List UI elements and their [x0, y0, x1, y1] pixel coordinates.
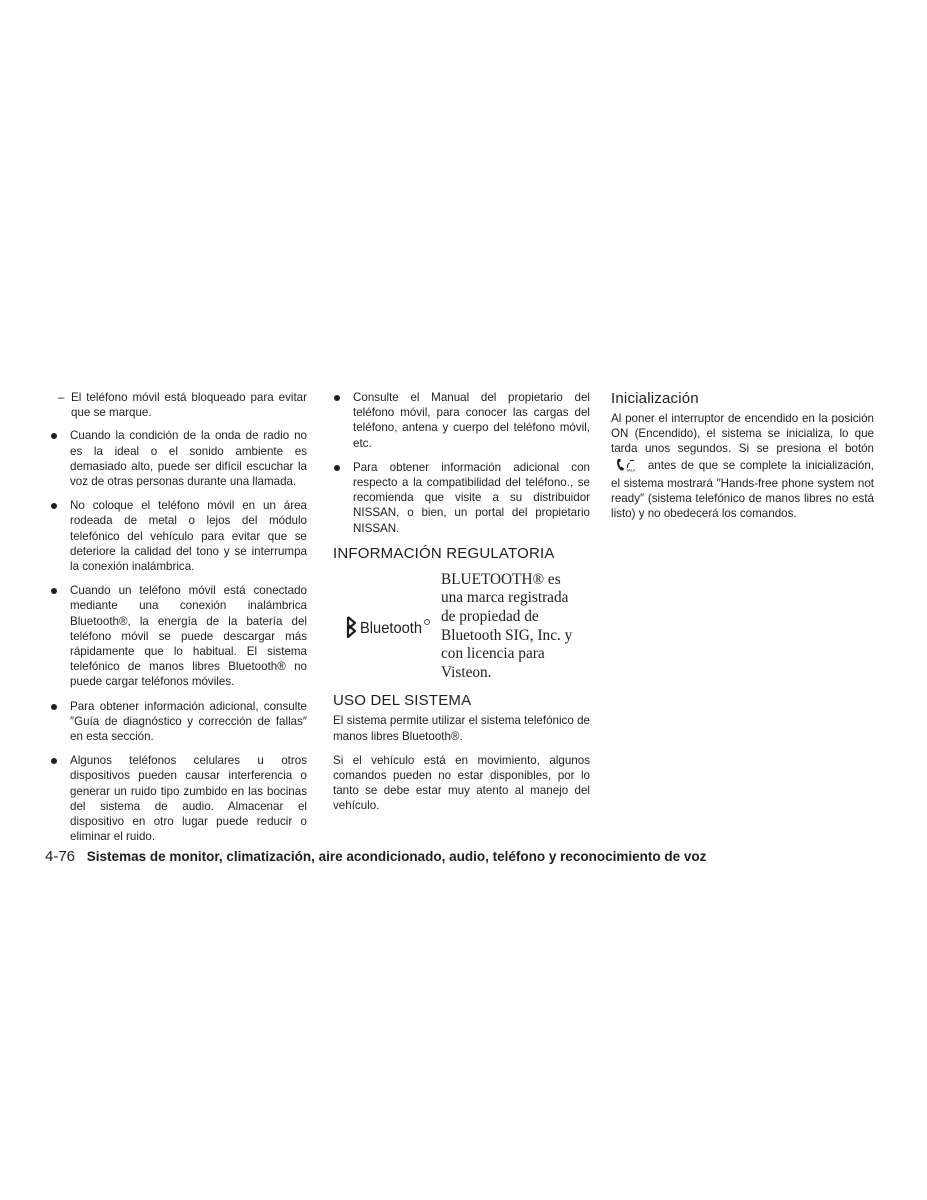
bullet-dot-icon [51, 758, 57, 764]
bluetooth-logo-text: Bluetooth [360, 619, 422, 637]
section-heading-regulatory: INFORMACIÓN REGULATORIA [333, 544, 555, 562]
list-item-text: Cuando un teléfono móvil está conectado mediante una conexión inalámbrica Bluetooth®, la energía de la batería del teléfono móvil se puede descargar más rápidamente que lo habitual. El sistema telefónico de manos libres Bluetooth® no puede cargar teléfonos móviles. [70, 584, 307, 689]
list-item-text: Cuando la condición de la onda de radio no es la ideal o el sonido ambiente es demasiado alto, puede ser difícil escuchar la voz de otras personas durante una llamada. [70, 429, 307, 489]
bullet-dot-icon [334, 465, 340, 471]
list-item [333, 390, 590, 451]
list-item [333, 460, 590, 536]
paragraph: El sistema permite utilizar el sistema telefónico de manos libres Bluetooth®. [333, 714, 590, 743]
bullet-dot-icon [51, 433, 57, 439]
bullet-dot-icon [51, 503, 57, 509]
paragraph-text-end: antes de que se complete la inicialización, el sistema mostrará ″Hands-free phone system not ready″ (sistema telefónico de manos libres no está listo) y no obedecerá los comandos. [611, 458, 874, 521]
page-number: 4-76 [45, 848, 76, 865]
list-item-text: Algunos teléfonos celulares u otros dispositivos pueden causar interferencia o generar un ruido tipo zumbido en las bocinas del sistema de audio. Almacenar el dispositivo en otro lugar puede reducir o eliminar el ruido. [70, 754, 307, 844]
bullet-dot-icon [51, 588, 57, 594]
paragraph [611, 411, 874, 521]
list-item-text: No coloque el teléfono móvil en un área rodeada de metal o lejos del módulo telefónico del vehículo para evitar que se deteriore la calidad del tono y se interrumpa la conexión inalámbrica. [70, 499, 307, 574]
list-item-text: Para obtener información adicional con respecto a la compatibilidad del teléfono., se recomienda que visite a su distribuidor NISSAN, o bien, un portal del propietario NISSAN. [353, 460, 590, 535]
list-item [50, 498, 307, 574]
bluetooth-logo-icon [333, 615, 441, 639]
phone-talk-icon [615, 457, 637, 476]
list-item-text: Para obtener información adicional, consulte ″Guía de diagnóstico y corrección de fallas″ en esta sección. [70, 699, 307, 744]
column-right [611, 390, 874, 530]
bullet-dot-icon [334, 395, 340, 401]
chapter-title: Sistemas de monitor, climatización, aire acondicionado, audio, teléfono y reconocimiento de voz [86, 849, 707, 864]
paragraph: Si el vehículo está en movimiento, algunos comandos pueden no estar disponibles, por lo tanto se debe estar muy atento al manejo del vehículo. [333, 753, 590, 813]
section-heading-initialization: Inicialización [611, 390, 699, 407]
bluetooth-trademark-text: BLUETOOTH® es una marca registrada de propiedad de Bluetooth SIG, Inc. y con licencia para Visteon. [441, 570, 573, 681]
bullet-dot-icon [51, 704, 57, 710]
list-item-text: Consulte el Manual del propietario del teléfono móvil, para conocer las cargas del teléfono, antena y cuerpo del teléfono móvil, etc. [353, 391, 590, 450]
column-left [50, 390, 307, 853]
dash-marker: – [58, 391, 65, 404]
section-heading-usage: USO DEL SISTEMA [333, 692, 472, 710]
paragraph-text-start: Al poner el interruptor de encendido en la posición ON (Encendido), el sistema se inicializa, lo que tarda unos segundos. Si se presiona el botón [611, 412, 874, 456]
list-item [50, 753, 307, 844]
bluetooth-notice [333, 571, 590, 683]
dash-item-text: El teléfono móvil está bloqueado para evitar que se marque. [71, 391, 307, 420]
column-middle [333, 390, 590, 823]
svg-text:TALK: TALK [626, 467, 636, 472]
list-item [50, 428, 307, 489]
page-footer [45, 848, 706, 865]
dash-item [50, 390, 307, 420]
list-item [50, 699, 307, 745]
list-item [50, 583, 307, 689]
